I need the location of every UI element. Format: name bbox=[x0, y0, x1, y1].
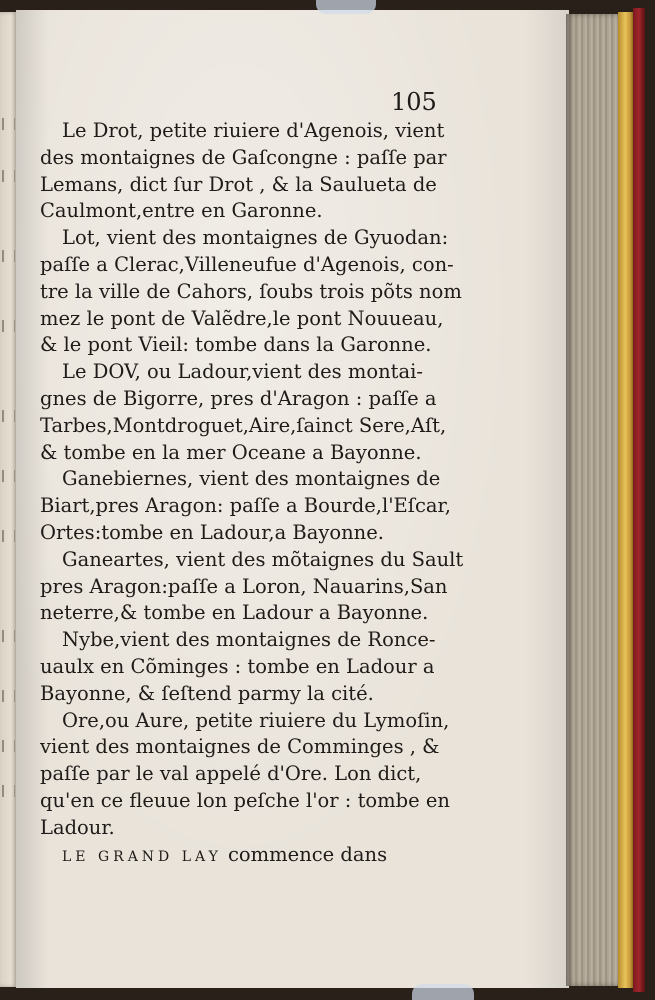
margin-mark bbox=[2, 740, 15, 752]
text-line: Lot, vient des montaignes de Gyuodan: bbox=[62, 226, 449, 250]
text-line: neterre,& tombe en Ladour a Bayonne. bbox=[40, 601, 429, 625]
catchword-rest: commence dans bbox=[221, 842, 388, 866]
text-line: Le Drot, petite riuiere d'Agenois, vient bbox=[62, 119, 445, 142]
text-line: Nybe,vient des montaignes de Ronce- bbox=[62, 628, 436, 652]
text-line: qu'en ce fleuue lon peſche l'or : tombe en bbox=[40, 788, 450, 812]
text-line: Tarbes,Montdroguet,Aire,ſainct Sere,Aſt, bbox=[40, 413, 447, 437]
bleed-through-marks bbox=[0, 110, 16, 810]
page-block-fore-edge bbox=[566, 14, 620, 986]
margin-mark bbox=[2, 170, 15, 182]
text-line: Ganeartes, vient des mõtaignes du Sault bbox=[62, 547, 464, 571]
text-line: Biart,pres Aragon: paſſe a Bourde,l'Eſcar, bbox=[40, 494, 451, 518]
margin-mark bbox=[2, 250, 15, 262]
text-line: paſſe a Clerac,Villeneufue d'Agenois, con- bbox=[40, 252, 454, 276]
body-text bbox=[40, 118, 464, 868]
margin-mark bbox=[2, 118, 15, 130]
text-line: vient des montaignes de Comminges , & bbox=[40, 735, 440, 759]
text-line: Ortes:tombe en Ladour,a Bayonne. bbox=[40, 520, 384, 544]
top-clip bbox=[316, 0, 376, 14]
text-line: uaulx en Cõminges : tombe en Ladour a bbox=[40, 654, 435, 678]
text-line: Le DOV, ou Ladour,vient des montai- bbox=[62, 360, 423, 384]
text-line: des montaignes de Gaſcongne : paſſe par bbox=[40, 145, 447, 169]
text-line: & tombe en la mer Oceane a Bayonne. bbox=[40, 440, 422, 464]
margin-mark bbox=[2, 410, 15, 422]
margin-mark bbox=[2, 785, 15, 797]
bottom-clip bbox=[412, 984, 474, 1000]
red-cover-edge bbox=[633, 8, 645, 992]
text-line: Lemans, dict ſur Drot , & la Saulueta de bbox=[40, 172, 437, 196]
text-line: gnes de Bigorre, pres d'Aragon : paſſe a bbox=[40, 386, 437, 410]
text-line: Bayonne, & ſeſtend parmy la cité. bbox=[40, 681, 374, 705]
margin-mark bbox=[2, 690, 15, 702]
text-line: Ganebiernes, vient des montaignes de bbox=[62, 467, 441, 491]
gilt-edge bbox=[618, 12, 634, 988]
text-line: paſſe par le val appelé d'Ore. Lon dict, bbox=[40, 762, 422, 786]
margin-mark bbox=[2, 630, 15, 642]
text-line: pres Aragon:paſſe a Loron, Nauarins,San bbox=[40, 574, 448, 598]
text-line: tre la ville de Cahors, ſoubs trois põts nom bbox=[40, 279, 462, 303]
margin-mark bbox=[2, 470, 15, 482]
margin-mark bbox=[2, 530, 15, 542]
catchword-line bbox=[40, 842, 440, 869]
text-line: Caulmont,entre en Garonne. bbox=[40, 199, 323, 223]
text-line: mez le pont de Valẽdre,le pont Nouueau, bbox=[40, 306, 444, 330]
page-number: 105 bbox=[391, 88, 437, 116]
text-line: Ore,ou Aure, petite riuiere du Lymoſin, bbox=[62, 708, 450, 732]
text-line: & le pont Vieil: tombe dans la Garonne. bbox=[40, 333, 432, 357]
catchword-caps: LE GRAND LAY bbox=[62, 848, 222, 865]
text-line: Ladour. bbox=[40, 815, 115, 839]
margin-mark bbox=[2, 320, 15, 332]
